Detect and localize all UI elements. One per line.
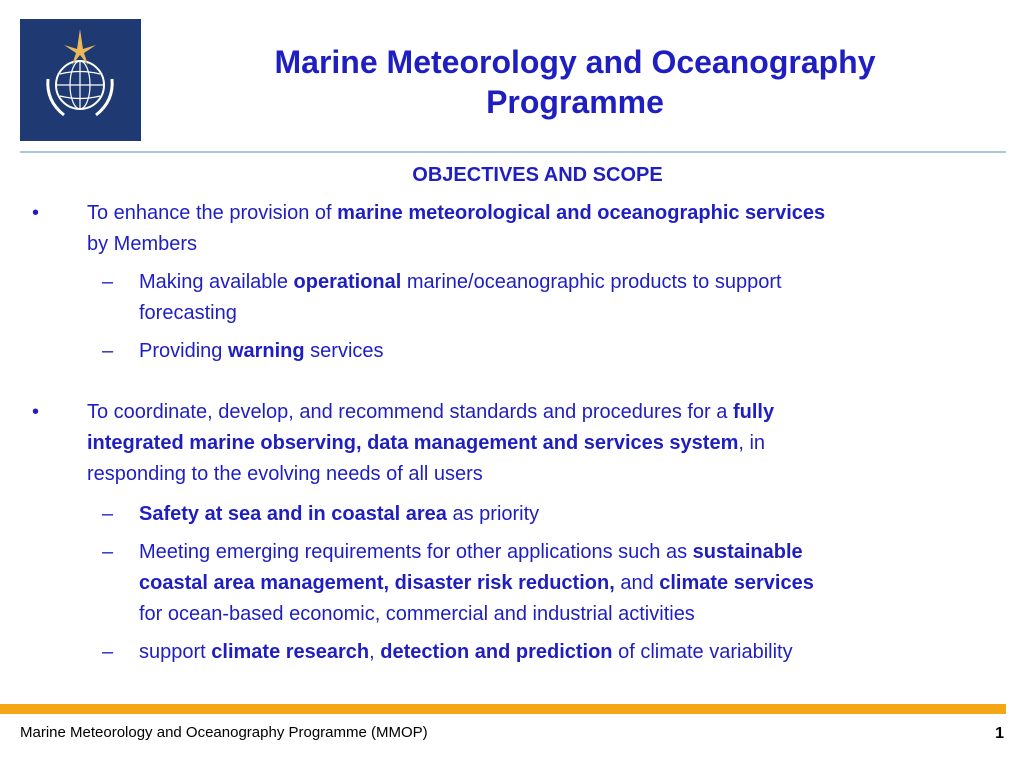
- footer-bar: [0, 704, 1006, 714]
- title-line-2: Programme: [486, 84, 664, 120]
- bullet-marker: •: [32, 401, 40, 423]
- bullet-1: To enhance the provision of marine meteorological and oceanographic services by Members: [87, 202, 826, 255]
- bullet-2-sub-3: support climate research, detection and prediction of climate variability: [139, 641, 793, 663]
- title-line-1: Marine Meteorology and Oceanography: [274, 44, 876, 80]
- bullet-1-sub-2: Providing warning services: [139, 340, 384, 362]
- bullet-2-sub-2: Meeting emerging requirements for other applications such as sustainable coastal area management, disaster risk reduction, and climate services for ocean-based economic, commercial and industrial activities: [139, 541, 814, 625]
- dash-marker: –: [102, 541, 114, 563]
- dash-marker: –: [102, 641, 114, 663]
- bullet-1-sub-1: Making available operational marine/oceanographic products to support forecasting: [139, 271, 782, 324]
- footer-text: Marine Meteorology and Oceanography Programme (MMOP): [20, 724, 428, 741]
- bullet-2-sub-1: Safety at sea and in coastal area as priority: [139, 503, 540, 525]
- title-divider: [20, 151, 1006, 153]
- globe-laurel-icon: [20, 19, 141, 141]
- slide-title: [160, 42, 990, 122]
- bullet-marker: •: [32, 202, 40, 224]
- page-number: 1: [995, 725, 1004, 742]
- bullet-2: To coordinate, develop, and recommend standards and procedures for a fully integrated marine observing, data management and services system, in responding to the evolving needs of all users: [87, 401, 775, 485]
- section-heading: OBJECTIVES AND SCOPE: [412, 164, 663, 186]
- wmo-logo: [20, 19, 141, 141]
- dash-marker: –: [102, 271, 114, 293]
- dash-marker: –: [102, 340, 114, 362]
- dash-marker: –: [102, 503, 114, 525]
